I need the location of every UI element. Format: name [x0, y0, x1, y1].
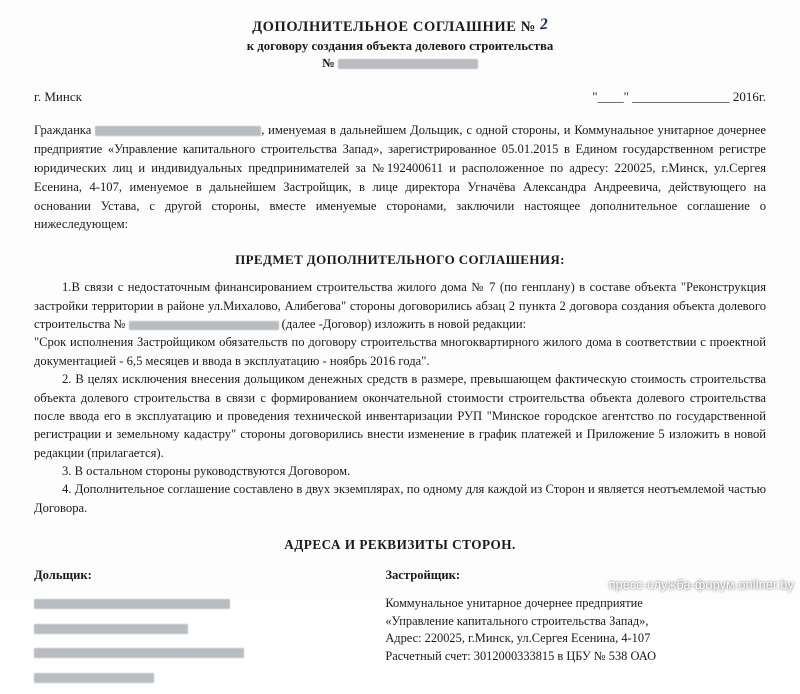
- party-right-line-4: Расчетный счет: 3012000333815 в ЦБУ № 538 ОАО: [385, 648, 657, 663]
- clause-2: 2. В целях исключения внесения дольщиком денежных средств в размере, превышающем фактическую стоимость строительства объекта долевого строительства в связи с формированием окончательной стоимости строительства объекта долевого строительства после ввода его в эксплуатацию и проведения технической инвентаризации РУП "Минское городское агентство по государственной регистрации и земельному кадастру" стороны договорились внести изменение в график платежей и Приложение 5 изложить в новой редакции (прилагается).: [34, 372, 766, 460]
- date-field: "____" _______________ 2016г.: [592, 89, 766, 104]
- party-left-redacted-3: [34, 644, 385, 662]
- redacted-line: [34, 624, 188, 634]
- party-right-line-2: «Управление капитального строительства Запад»,: [385, 613, 649, 628]
- clause-1-text-b: (далее -Договор) изложить в новой редакции:: [281, 317, 527, 332]
- intro-paragraph: [34, 121, 766, 234]
- clause-1-text-a: 1.В связи с недостаточным финансированием строительства жилого дома № 7 (по генплану) в составе объекта "Реконструкция застройки территории в районе ул.Михалово, Алибегова" стороны договорились абзац 2 пункта 2 договора создания объекта долевого строительства №: [34, 280, 766, 332]
- watermark: пресс-служба-форум.onliner.by: [608, 578, 794, 592]
- document-title-block: [34, 15, 766, 71]
- document-subtitle: к договору создания объекта долевого строительства: [246, 39, 554, 53]
- redacted-contract-reference: [129, 321, 279, 330]
- redacted-person-name: [95, 126, 261, 136]
- party-left-redacted-1: [34, 595, 385, 613]
- clause-3: 3. В остальном стороны руководствуются Договором.: [62, 464, 351, 479]
- document-title: ДОПОЛНИТЕЛЬНОЕ СОГЛАШНИЕ №: [252, 19, 536, 35]
- addresses-heading: АДРЕСА И РЕКВИЗИТЫ СТОРОН.: [284, 537, 516, 553]
- party-left-title: Дольщик:: [34, 568, 92, 583]
- date-and-city-line: [34, 89, 766, 105]
- contract-number-label: №: [322, 56, 335, 70]
- subject-heading: ПРЕДМЕТ ДОПОЛНИТЕЛЬНОГО СОГЛАШЕНИЯ:: [235, 252, 565, 268]
- party-left: [34, 567, 385, 693]
- party-left-redacted-2: [34, 620, 385, 638]
- city-label: г. Минск: [34, 89, 82, 104]
- clause-1-quote: "Срок исполнения Застройщиком обязательств по договору строительства многоквартирного жилого дома в соответствии с проектной документацией - 6,5 месяцев и ввода в эксплуатацию - ноябрь 2016 года".: [34, 335, 766, 368]
- redacted-contract-number: [338, 59, 478, 69]
- intro-text-part2: , именуемая в дальнейшем Дольщик, с одной стороны, и Коммунальное унитарное дочернее предприятие «Управление капитального строительства Запад», зарегистрированное 05.01.2015 в Едином государственном регистре юридических лиц и индивидуальных предпринимателей за №192400611 и расположенное по адресу: 220025, г.Минск, ул.Сергея Есенина, 4-107, именуемое в дальнейшем Застройщик, в лице директора Угначёва Александра Андреевича, действующего на основании Устава, с другой стороны, вместе именуемые сторонами, заключили настоящее дополнительное соглашение о нижеследующем:: [34, 123, 766, 232]
- party-right-title: Застройщик:: [385, 568, 461, 583]
- clause-4: 4. Дополнительное соглашение составлено в двух экземплярах, по одному для каждой из Сторон и является неотъемлемой частью Договора.: [34, 482, 766, 515]
- redacted-line: [34, 599, 230, 609]
- party-right-line-3: Адрес: 220025, г.Минск, ул.Сергея Есенина, 4-107: [385, 631, 651, 646]
- redacted-line: [34, 673, 154, 683]
- document-number-handwritten: 2: [539, 15, 549, 34]
- redacted-line: [34, 648, 244, 658]
- contract-number-line: [34, 56, 766, 71]
- intro-text-part1: Гражданка: [34, 123, 92, 137]
- party-right-line-1: Коммунальное унитарное дочернее предприятие: [385, 596, 643, 611]
- party-left-redacted-4: [34, 669, 385, 687]
- clause-1: [34, 278, 766, 333]
